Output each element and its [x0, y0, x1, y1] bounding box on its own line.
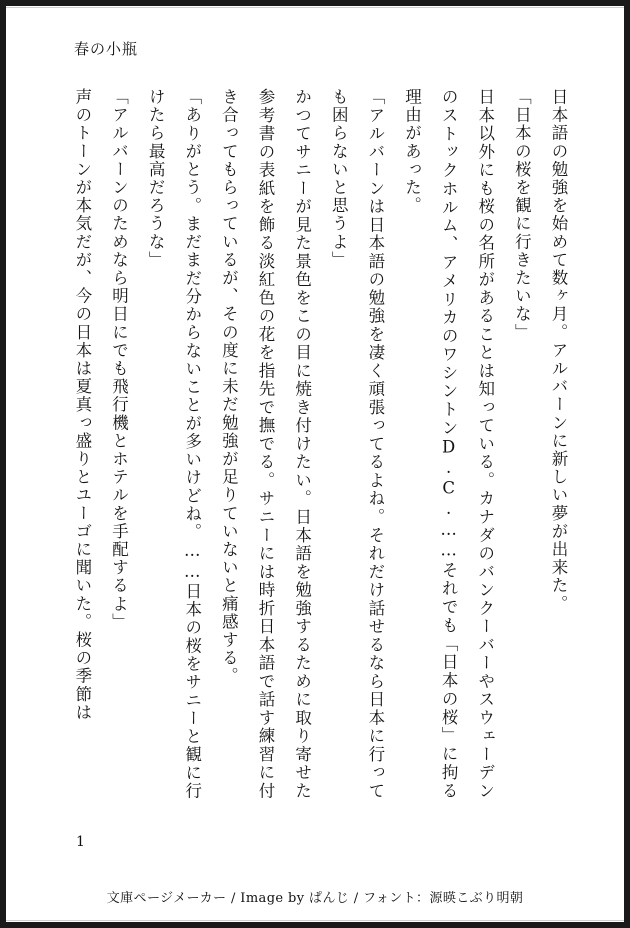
page-number: 1	[76, 834, 85, 850]
page-border-top	[0, 0, 630, 6]
footer-credit: 文庫ページメーカー / Image by ぱんじ / フォント：源暎こぶり明朝	[106, 891, 524, 906]
page-border-left	[0, 0, 6, 928]
body-paragraph: 「日本の桜を観に行きたいな」	[512, 88, 532, 342]
page-inner-rule-bottom	[6, 920, 624, 921]
page-border-right	[624, 0, 630, 928]
vertical-text-body	[56, 88, 576, 800]
page-border-bottom	[0, 922, 630, 928]
body-paragraph: 「アルバーンのためなら明日にでも飛行機とホテルを手配するよ」	[109, 88, 129, 631]
page-inner-rule-top	[6, 7, 624, 8]
body-paragraph: 「アルバーンは日本語の勉強を凄く頑張ってるよね。それだけ話せるなら日本に行っても困らないと思うよ」	[329, 88, 385, 800]
body-paragraph: 「ありがとう。まだまだ分からないことが多いけどね。……日本の桜をサニーと観に行けたら最高だろうな」	[146, 88, 202, 800]
body-paragraph: かつてサニーが見た景色をこの目に焼き付けたい。日本語を勉強するために取り寄せた参考書の表紙を飾る淡紅色の花を指先で撫でる。サニーには時折日本語で話す練習に付き合ってもらっているが、その度に未だ勉強が足りていないと痛感する。	[219, 88, 312, 800]
body-paragraph: 日本以外にも桜の名所があることは知っている。カナダのバンクーバーやスウェーデンのストックホルム、アメリカのワシントンD.C.……それでも「日本の桜」に拘る理由があった。	[402, 88, 495, 800]
body-paragraph: 日本語の勉強を始めて数ヶ月。アルバーンに新しい夢が出来た。	[549, 88, 568, 613]
body-paragraph: 声のトーンが本気だが、今の日本は夏真っ盛りとユーゴに聞いた。桜の季節は	[72, 88, 92, 722]
page-title: 春の小瓶	[74, 40, 139, 58]
